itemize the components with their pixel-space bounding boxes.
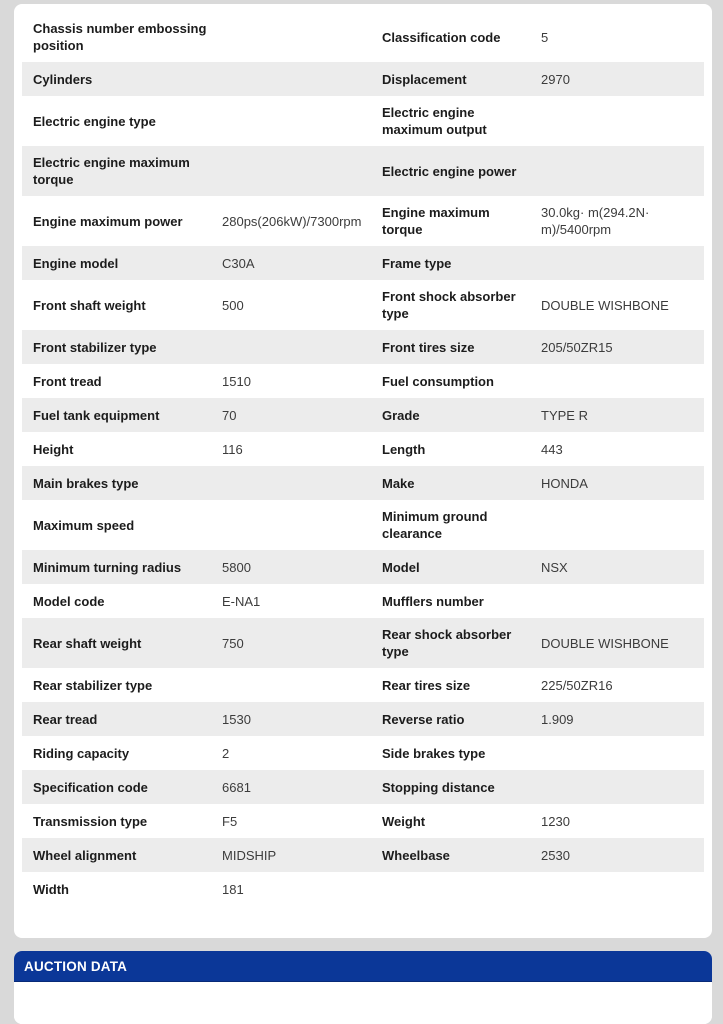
spec-label-left: Rear tread bbox=[33, 711, 98, 727]
spec-label-left: Front tread bbox=[33, 373, 102, 389]
spec-label-right: Make bbox=[382, 475, 415, 491]
spec-label-right: Model bbox=[382, 559, 420, 575]
spec-value-right: 30.0kg· m(294.2N· m)/5400rpm bbox=[541, 205, 650, 237]
spec-value-right: HONDA bbox=[541, 475, 588, 491]
spec-value-right: 2530 bbox=[541, 847, 570, 863]
spec-label-left: Front stabilizer type bbox=[33, 339, 157, 355]
spec-row bbox=[22, 62, 704, 96]
spec-label-right: Wheelbase bbox=[382, 847, 450, 863]
spec-label-left: Chassis number embossing position bbox=[33, 21, 207, 53]
spec-label-left: Cylinders bbox=[33, 71, 93, 87]
spec-label-right: Rear tires size bbox=[382, 677, 471, 693]
spec-label-right: Classification code bbox=[382, 29, 501, 45]
spec-row bbox=[22, 872, 704, 906]
spec-label-right: Electric engine maximum output bbox=[382, 105, 487, 137]
spec-label-right: Fuel consumption bbox=[382, 373, 494, 389]
spec-label-left: Electric engine type bbox=[33, 113, 156, 129]
spec-row bbox=[22, 246, 704, 280]
vehicle-spec-table bbox=[14, 4, 712, 938]
spec-row bbox=[22, 196, 704, 246]
spec-value-right: DOUBLE WISHBONE bbox=[541, 297, 669, 313]
spec-label-right: Electric engine power bbox=[382, 163, 517, 179]
spec-label-left: Model code bbox=[33, 593, 105, 609]
spec-row bbox=[22, 736, 704, 770]
spec-row bbox=[22, 804, 704, 838]
spec-row bbox=[22, 466, 704, 500]
spec-value-left: C30A bbox=[222, 255, 255, 271]
spec-row bbox=[22, 770, 704, 804]
spec-label-left: Transmission type bbox=[33, 813, 148, 829]
spec-value-right: 443 bbox=[541, 441, 563, 457]
spec-row bbox=[22, 702, 704, 736]
spec-value-left: E-NA1 bbox=[222, 593, 261, 609]
spec-row bbox=[22, 12, 704, 62]
spec-row bbox=[22, 398, 704, 432]
auction-data-body bbox=[14, 982, 712, 1024]
spec-label-right: Stopping distance bbox=[382, 779, 495, 795]
spec-label-left: Engine model bbox=[33, 255, 119, 271]
spec-value-left: 2 bbox=[222, 745, 230, 761]
spec-value-left: 1510 bbox=[222, 373, 251, 389]
spec-value-right: 205/50ZR15 bbox=[541, 339, 613, 355]
spec-value-right: DOUBLE WISHBONE bbox=[541, 635, 669, 651]
spec-label-right: Length bbox=[382, 441, 426, 457]
spec-value-left: 750 bbox=[222, 635, 244, 651]
spec-label-right: Weight bbox=[382, 813, 426, 829]
spec-label-right: Side brakes type bbox=[382, 745, 486, 761]
spec-label-left: Rear stabilizer type bbox=[33, 677, 153, 693]
spec-row bbox=[22, 146, 704, 196]
spec-value-left: 181 bbox=[222, 881, 244, 897]
spec-value-right: 2970 bbox=[541, 71, 570, 87]
spec-label-left: Riding capacity bbox=[33, 745, 130, 761]
spec-label-right: Engine maximum torque bbox=[382, 205, 490, 237]
spec-row bbox=[22, 550, 704, 584]
spec-row bbox=[22, 432, 704, 466]
spec-label-left: Electric engine maximum torque bbox=[33, 155, 190, 187]
spec-label-left: Specification code bbox=[33, 779, 148, 795]
spec-row bbox=[22, 500, 704, 550]
spec-value-left: F5 bbox=[222, 813, 238, 829]
spec-label-left: Height bbox=[33, 441, 74, 457]
spec-label-left: Engine maximum power bbox=[33, 213, 183, 229]
spec-value-right: 5 bbox=[541, 29, 549, 45]
spec-value-left: MIDSHIP bbox=[222, 847, 277, 863]
spec-label-right: Minimum ground clearance bbox=[382, 509, 488, 541]
spec-label-right: Frame type bbox=[382, 255, 452, 271]
spec-label-right: Rear shock absorber type bbox=[382, 627, 512, 659]
spec-row bbox=[22, 668, 704, 702]
spec-row bbox=[22, 280, 704, 330]
spec-value-left: 280ps(206kW)/7300rpm bbox=[222, 213, 362, 229]
spec-label-left: Wheel alignment bbox=[33, 847, 137, 863]
spec-value-right: 225/50ZR16 bbox=[541, 677, 613, 693]
spec-label-right: Front shock absorber type bbox=[382, 289, 516, 321]
spec-value-left: 500 bbox=[222, 297, 244, 313]
spec-label-right: Front tires size bbox=[382, 339, 475, 355]
spec-row bbox=[22, 96, 704, 146]
spec-row bbox=[22, 364, 704, 398]
spec-label-right: Reverse ratio bbox=[382, 711, 465, 727]
spec-value-right: NSX bbox=[541, 559, 568, 575]
spec-row bbox=[22, 584, 704, 618]
spec-label-left: Maximum speed bbox=[33, 517, 135, 533]
auction-data-header bbox=[14, 951, 712, 982]
spec-label-left: Fuel tank equipment bbox=[33, 407, 160, 423]
spec-value-left: 5800 bbox=[222, 559, 251, 575]
spec-value-left: 70 bbox=[222, 407, 237, 423]
spec-value-right: 1230 bbox=[541, 813, 570, 829]
spec-value-left: 116 bbox=[222, 441, 243, 457]
spec-label-right: Mufflers number bbox=[382, 593, 484, 609]
spec-label-left: Minimum turning radius bbox=[33, 559, 182, 575]
spec-value-right: 1.909 bbox=[541, 711, 574, 727]
spec-value-right: TYPE R bbox=[541, 407, 588, 423]
spec-label-left: Front shaft weight bbox=[33, 297, 146, 313]
spec-row bbox=[22, 330, 704, 364]
auction-data-section bbox=[14, 951, 712, 1024]
spec-label-right: Displacement bbox=[382, 71, 467, 87]
spec-label-left: Width bbox=[33, 881, 69, 897]
spec-label-right: Grade bbox=[382, 407, 420, 423]
spec-label-left: Main brakes type bbox=[33, 475, 139, 491]
spec-row bbox=[22, 838, 704, 872]
auction-data-title: AUCTION DATA bbox=[24, 958, 128, 974]
spec-value-left: 6681 bbox=[222, 779, 251, 795]
spec-row bbox=[22, 618, 704, 668]
spec-value-left: 1530 bbox=[222, 711, 251, 727]
spec-label-left: Rear shaft weight bbox=[33, 635, 142, 651]
